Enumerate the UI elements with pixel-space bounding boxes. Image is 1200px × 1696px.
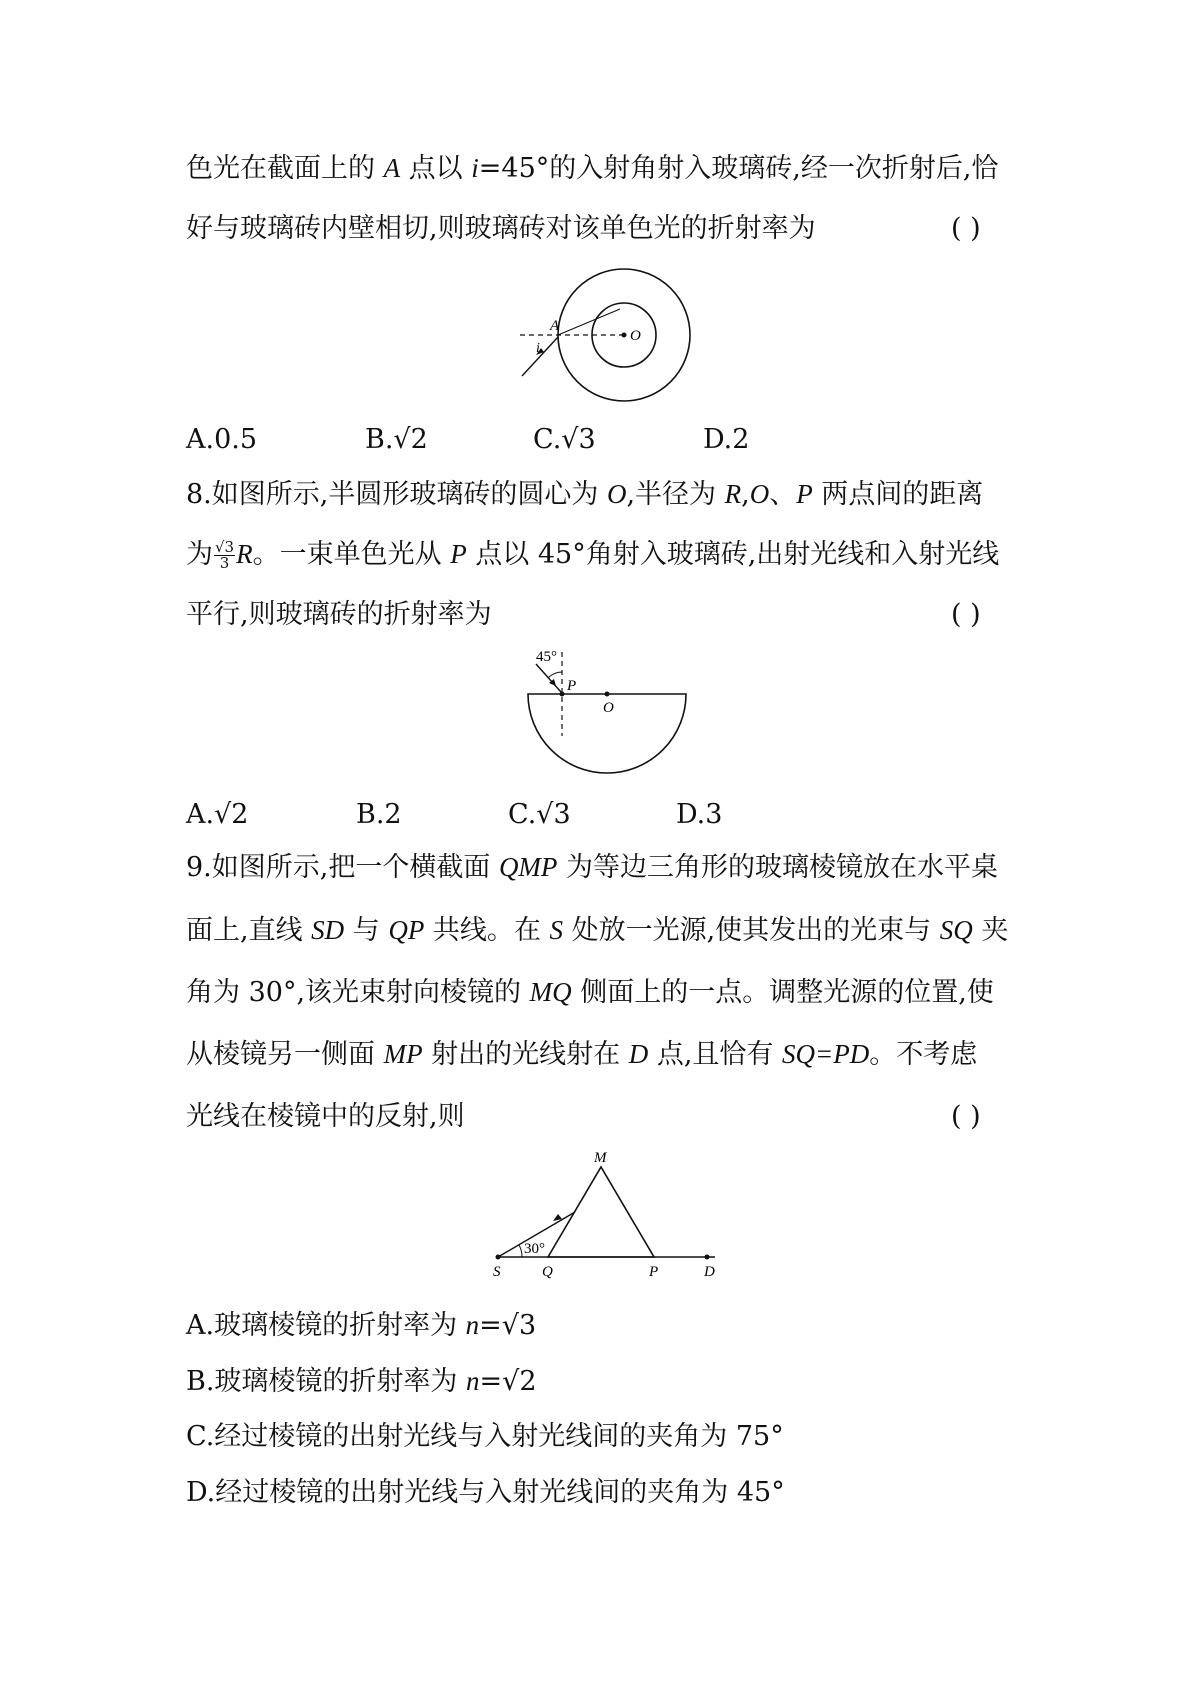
angle-arc: [519, 1245, 522, 1257]
q9-text: 从棱镜另一侧面: [186, 1039, 384, 1070]
option-text: B.玻璃棱镜的折射率为: [186, 1366, 467, 1397]
q7-var-i: i: [471, 153, 479, 183]
label-A: A: [550, 318, 560, 334]
q8-text: 点以 45°角射入玻璃砖,出射光线和入射光线: [466, 539, 1000, 570]
q9-var-MP: MP: [383, 1039, 423, 1069]
q9-var-QP: QP: [388, 915, 425, 945]
label-S: S: [493, 1264, 501, 1280]
q9-var-D: D: [628, 1039, 649, 1069]
q9-text: 面上,直线: [186, 915, 312, 946]
q7-figure-concentric-circles: [500, 260, 720, 410]
q9-option-d[interactable]: [186, 1473, 785, 1513]
center-point: [622, 333, 627, 338]
q8-var-P: P: [796, 479, 813, 509]
option-text: D.经过棱镜的出射光线与入射光线间的夹角为 45°: [186, 1477, 785, 1508]
q8-text: ,半径为: [626, 479, 725, 510]
q9-figure-prism: [480, 1145, 740, 1295]
q7-option-a[interactable]: A.0.5: [186, 424, 258, 455]
q8-var-R: R: [236, 539, 253, 569]
q7-var-A: A: [383, 153, 401, 183]
q9-text: 处放一光源,使其发出的光束与: [563, 915, 940, 946]
q9-text: 共线。在: [424, 915, 550, 946]
q8-text: 为: [186, 539, 213, 570]
q9-option-b[interactable]: [186, 1361, 537, 1402]
q8-var-O: O: [606, 479, 627, 509]
label-P: P: [567, 678, 577, 694]
label-P: P: [649, 1264, 659, 1280]
q8-option-c[interactable]: C.√3: [508, 799, 571, 830]
label-i: i: [536, 341, 540, 356]
point-P: [560, 692, 565, 697]
q9-var-MQ: MQ: [529, 977, 572, 1007]
q9-text: 与: [344, 915, 389, 946]
q9-line-1: [186, 847, 1026, 888]
q8-line-2: [186, 534, 1026, 575]
q8-var-P: P: [450, 539, 467, 569]
q8-answer-bracket: ( ): [951, 599, 981, 630]
option-text: =√3: [479, 1310, 537, 1341]
q7-text: 点以: [400, 153, 472, 184]
fraction-numerator: √3: [215, 538, 235, 556]
label-Q: Q: [542, 1264, 553, 1280]
point-S: [496, 1255, 501, 1260]
q9-text: 夹: [972, 915, 1009, 946]
q7-text: =45°的入射角射入玻璃砖,经一次折射后,恰: [478, 153, 999, 184]
label-M: M: [594, 1150, 607, 1166]
q9-var-QMP: QMP: [498, 852, 558, 882]
q7-line-2: 好与玻璃砖内壁相切,则玻璃砖对该单色光的折射率为: [186, 213, 816, 244]
q9-text: 9.如图所示,把一个横截面: [186, 852, 499, 883]
q9-line-2: [186, 910, 1026, 951]
q9-answer-bracket: ( ): [951, 1101, 981, 1132]
q9-var-SQ: SQ: [939, 915, 973, 945]
q9-option-c[interactable]: [186, 1417, 784, 1457]
q9-text: 射出的光线射在: [422, 1039, 629, 1070]
q9-var-S: S: [549, 915, 564, 945]
label-45-degrees: 45°: [536, 649, 557, 665]
q9-line-5: 光线在棱镜中的反射,则: [186, 1101, 465, 1132]
q7-line-1: [186, 148, 1026, 189]
option-text: =√2: [479, 1366, 537, 1397]
q7-answer-bracket: ( ): [951, 213, 981, 244]
q8-text: ,: [741, 479, 750, 510]
fraction-denominator: 3: [219, 554, 230, 572]
q8-text: 。一束单色光从: [252, 539, 451, 570]
q8-line-1: [186, 474, 1026, 515]
refracted-ray: [558, 309, 620, 335]
q7-option-c[interactable]: C.√3: [533, 424, 596, 455]
prism-triangle: [548, 1167, 654, 1257]
q7-option-b[interactable]: B.√2: [365, 424, 428, 455]
label-30-degrees: 30°: [524, 1241, 545, 1257]
angle-arc: [548, 672, 562, 678]
q9-var-SD: SD: [311, 915, 345, 945]
q8-text: 两点间的距离: [812, 479, 984, 510]
option-var-n: n: [466, 1366, 480, 1396]
point-O: [605, 692, 610, 697]
label-O: O: [630, 328, 641, 344]
q9-text: 为等边三角形的玻璃棱镜放在水平桌: [557, 852, 999, 883]
q8-var-R: R: [724, 479, 742, 509]
q9-line-4: [186, 1034, 1026, 1075]
label-O: O: [603, 700, 614, 716]
q9-line-3: [186, 972, 1026, 1013]
q8-text: 、: [769, 479, 797, 510]
option-var-n: n: [465, 1310, 480, 1340]
q7-text: 色光在截面上的: [186, 153, 384, 184]
q8-var-O: O: [749, 479, 770, 509]
q8-fraction: [214, 540, 235, 571]
q8-figure-semicircle: [500, 640, 720, 790]
q8-text: 8.如图所示,半圆形玻璃砖的圆心为: [186, 479, 607, 510]
point-D: [705, 1255, 710, 1260]
q9-text: 角为 30°,该光束射向棱镜的: [186, 977, 530, 1008]
q9-option-a[interactable]: [186, 1305, 536, 1346]
q9-var-equation: SQ=PD: [782, 1039, 870, 1069]
q9-text: 侧面上的一点。调整光源的位置,使: [571, 977, 994, 1008]
label-D: D: [704, 1264, 715, 1280]
q8-option-a[interactable]: A.√2: [186, 799, 249, 830]
q8-line-3: 平行,则玻璃砖的折射率为: [186, 599, 492, 630]
q8-option-b[interactable]: B.2: [356, 799, 402, 830]
q9-text: 。不考虑: [869, 1039, 978, 1070]
option-text: A.玻璃棱镜的折射率为: [186, 1310, 466, 1341]
incident-ray: [522, 337, 558, 376]
q7-option-d[interactable]: D.2: [703, 424, 750, 455]
q8-option-d[interactable]: D.3: [676, 799, 723, 830]
q9-text: 点,且恰有: [648, 1039, 782, 1070]
option-text: C.经过棱镜的出射光线与入射光线间的夹角为 75°: [186, 1421, 784, 1452]
